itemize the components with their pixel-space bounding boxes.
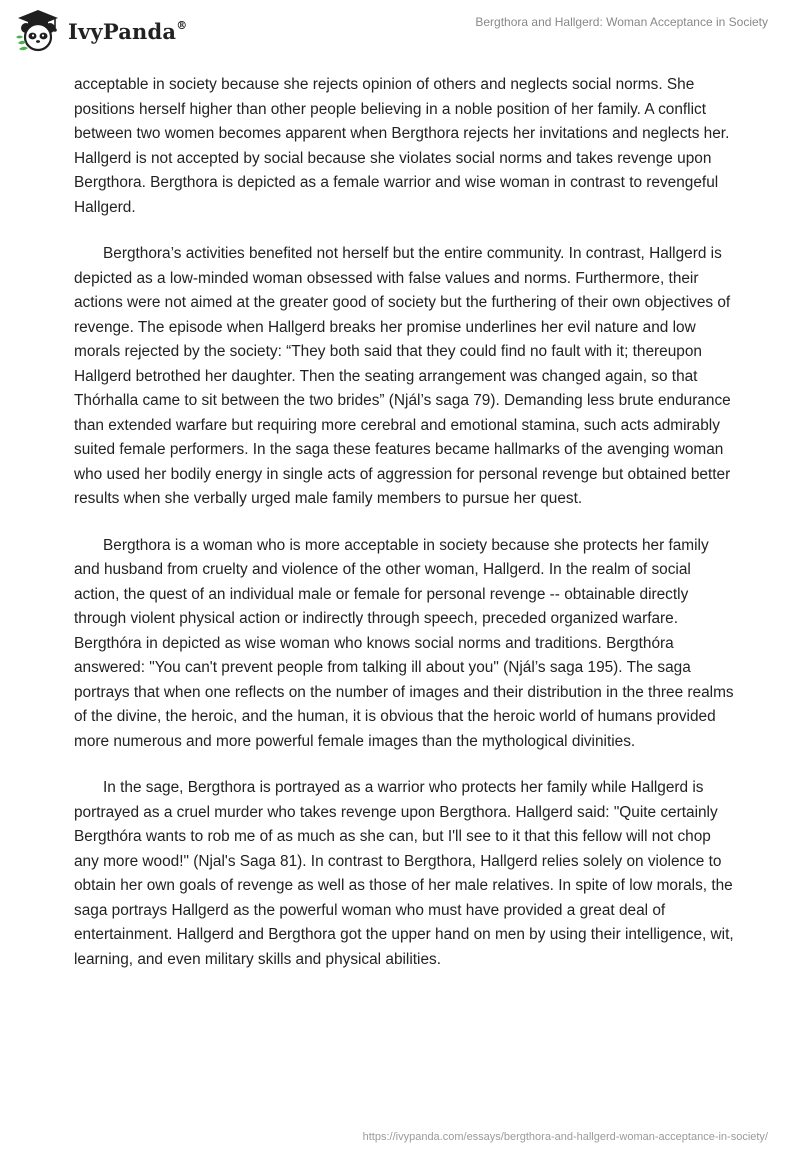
- page-header: [0, 0, 800, 70]
- document-title: Bergthora and Hallgerd: Woman Acceptance in Society: [475, 15, 768, 29]
- essay-body: [74, 73, 734, 994]
- panda-graduation-cap-icon: [14, 9, 62, 53]
- registered-mark: ®: [176, 18, 188, 32]
- paragraph: In the sage, Bergthora is portrayed as a warrior who protects her family while Hallgerd is portrayed as a cruel murder who takes revenge upon Bergthora. Hallgerd said: "Quite certainly Bergthóra wants to rob me of as much as she can, but I'll see to it that this fellow will not chop any more wood!" (Njal's Saga 81). In contrast to Bergthora, Hallgerd relies solely on violence to obtain her own goals of revenge as well as those of her male relatives. In spite of low morals, the saga portrays Hallgerd as the powerful woman who must have provided a great deal of entertainment. Hallgerd and Bergthora got the upper hand on men by using their intelligence, wit, learning, and even military skills and physical abilities.: [74, 779, 734, 968]
- brand-name: IvyPanda®: [68, 18, 188, 44]
- paragraph: acceptable in society because she rejects opinion of others and neglects social norms. She positions herself higher than other people believing in a noble position of her family. A conflict between two women becomes apparent when Bergthora rejects her invitations and neglects her. Hallgerd is not accepted by social because she violates social norms and takes revenge upon Bergthora. Bergthora is depicted as a female warrior and wise woman in contrast to revengeful Hallgerd.: [74, 76, 730, 216]
- ivypanda-logo-link[interactable]: [14, 9, 187, 53]
- source-url-link[interactable]: https://ivypanda.com/essays/bergthora-and-hallgerd-woman-acceptance-in-society/: [362, 1131, 768, 1143]
- paragraph: Bergthora’s activities benefited not herself but the entire community. In contrast, Hallgerd is depicted as a low-minded woman obsessed with false values and norms. Furthermore, their actions were not aimed at the greater good of society but the furthering of their own objectives of revenge. The episode when Hallgerd breaks her promise underlines her evil nature and low morals rejected by the society: “They both said that they could find no fault with it; thereupon Hallgerd betrothed her daughter. Then the seating arrangement was changed again, so that Thórhalla came to sit between the two brides” (Njál’s saga 79). Demanding less brute endurance than extended warfare but requiring more cerebral and emotional stamina, such acts admirably suited female performers. In the saga these features became hallmarks of the avenging woman who used her bodily energy in single acts of aggression for personal revenge but obtained better results when she verbally urged male family members to pursue her quest.: [74, 245, 731, 507]
- paragraph: Bergthora is a woman who is more acceptable in society because she protects her family and husband from cruelty and violence of the other woman, Hallgerd. In the realm of social action, the quest of an individual male or female for personal revenge -- obtainable directly through violent physical action or indirectly through speech, preceded organized warfare. Bergthóra in depicted as wise woman who knows social norms and traditions. Bergthóra answered: "You can't prevent people from talking ill about you" (Njál’s saga 195). The saga portrays that when one reflects on the number of images and their distribution in the three realms of the divine, the heroic, and the human, it is obvious that the heroic world of humans provided more numerous and more powerful female images than the mythological divinities.: [74, 536, 734, 750]
